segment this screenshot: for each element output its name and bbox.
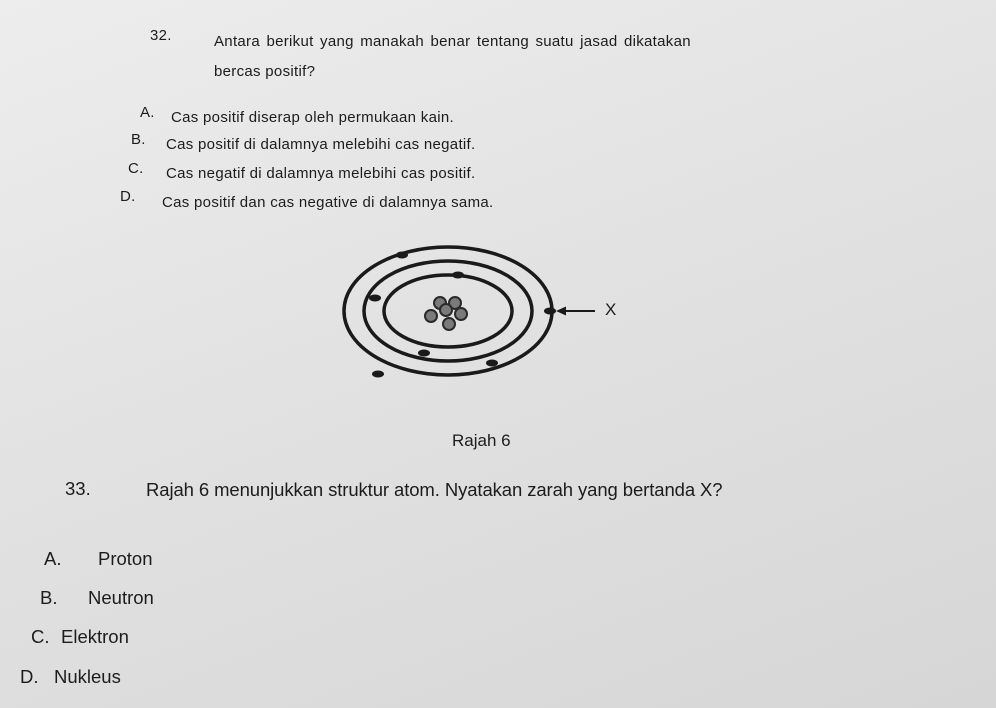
q32-option-d-text: Cas positif dan cas negative di dalamnya sama. — [162, 194, 494, 211]
q33-option-a-text: Proton — [98, 548, 153, 569]
atom-diagram — [330, 243, 650, 403]
q32-option-c-letter: C. — [128, 160, 144, 177]
electron — [418, 350, 430, 357]
q33-text: Rajah 6 menunjukkan struktur atom. Nyatakan zarah yang bertanda X? — [146, 479, 723, 500]
q33-option-c-text: Elektron — [61, 626, 129, 647]
q32-option-b-letter: B. — [131, 131, 146, 148]
q33-option-b-text: Neutron — [88, 587, 154, 608]
q33-number: 33. — [65, 478, 91, 499]
q33-option-c-letter: C. — [31, 626, 50, 647]
q32-text-line2: bercas positif? — [214, 63, 316, 80]
pointer-arrowhead — [556, 307, 566, 316]
q33-option-d-letter: D. — [20, 666, 39, 687]
q32-number: 32. — [150, 27, 172, 44]
q33-option-b-letter: B. — [40, 587, 58, 608]
q32-option-c-text: Cas negatif di dalamnya melebihi cas positif. — [166, 165, 476, 182]
electron — [369, 295, 381, 302]
q32-option-d-letter: D. — [120, 188, 136, 205]
electron — [486, 360, 498, 367]
nucleus — [425, 297, 467, 330]
q32-text-line1: Antara berikut yang manakah benar tentang suatu jasad dikatakan — [214, 33, 691, 50]
q32-option-b-text: Cas positif di dalamnya melebihi cas negatif. — [166, 136, 476, 153]
q33-option-d-text: Nukleus — [54, 666, 121, 687]
electron — [544, 308, 556, 315]
electron — [452, 272, 464, 279]
figure-caption: Rajah 6 — [452, 431, 511, 450]
figure-pointer-label: X — [605, 300, 617, 319]
q33-option-a-letter: A. — [44, 548, 62, 569]
electron — [396, 252, 408, 259]
q32-option-a-letter: A. — [140, 104, 155, 121]
electron — [372, 371, 384, 378]
q32-option-a-text: Cas positif diserap oleh permukaan kain. — [171, 109, 454, 126]
atom-diagram-svg — [330, 243, 650, 403]
